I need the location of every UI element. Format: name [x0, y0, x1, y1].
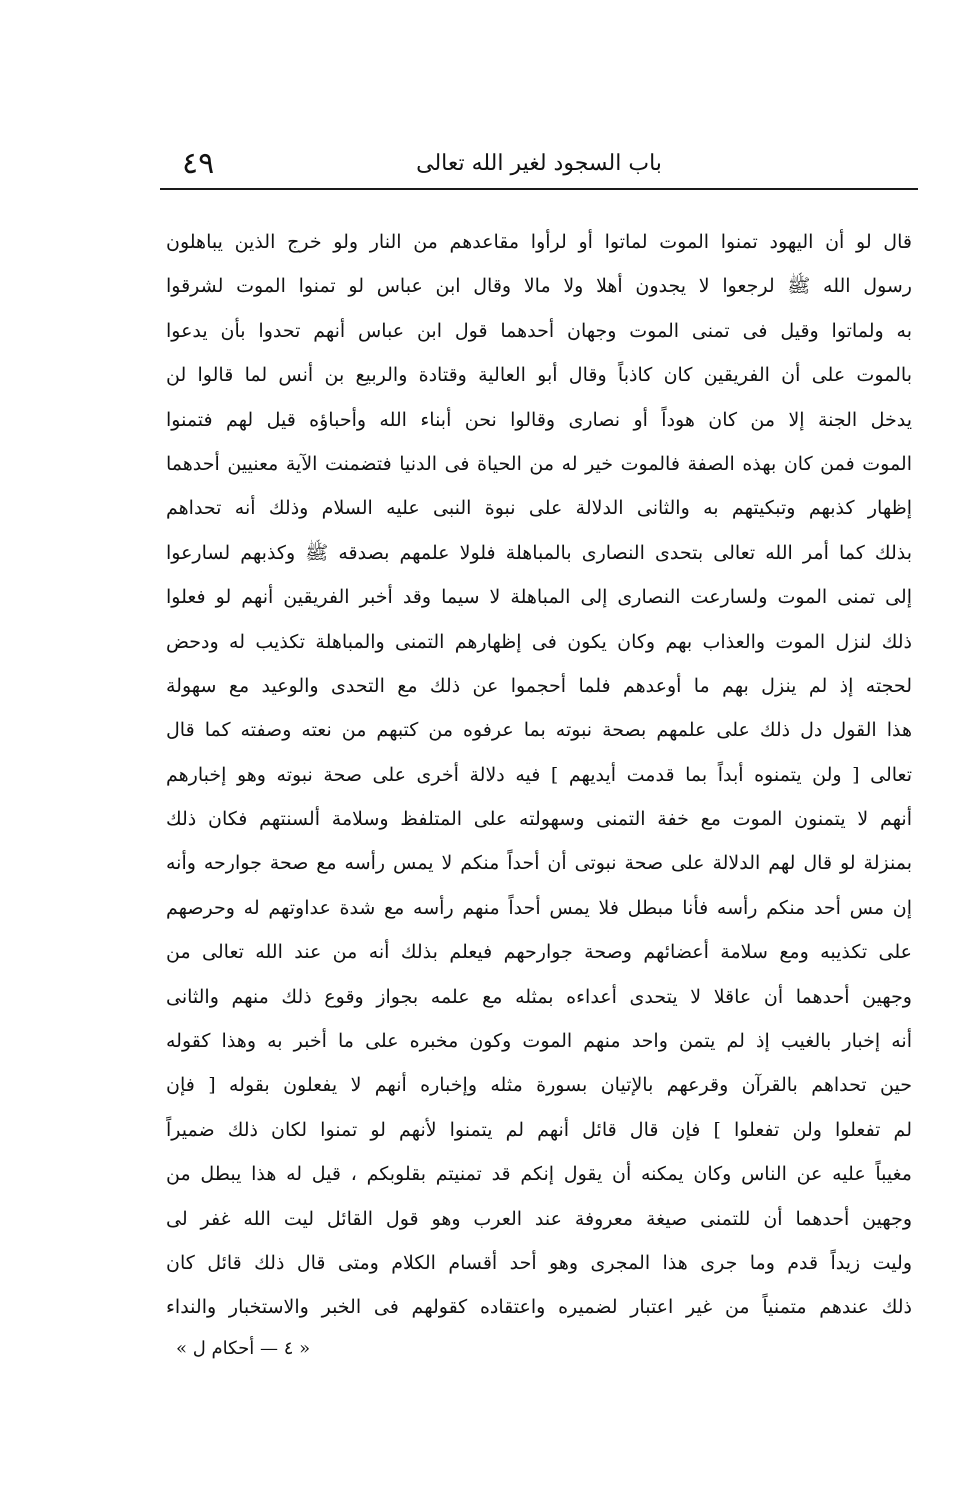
text-line: بمنزلة لو قال لهم الدلالة على صحة نبوتى أن أحداً منكم لا يمس رأسه مع صحة جوارحه وأنه: [166, 852, 912, 875]
signature-mark: « ٤ — أحكام ل »: [176, 1338, 311, 1359]
text-line: لم تفعلوا ولن تفعلوا ] فإن قال قائل أنهم لم يتمنوا لأنهم لو تمنوا لكان ذلك ضميراً: [166, 1118, 912, 1141]
running-title: باب السجود لغير الله تعالى: [416, 151, 662, 176]
text-line: أنه إخبار بالغيب إذ لم يتمن واحد منهم الموت وكون مخبره على ما أخبر به وهذا كقوله: [166, 1030, 912, 1053]
text-line: إلى تمنى الموت ولسارعت النصارى إلى المباهلة لا سيما وقد أخبر الفريقين أنهم لو فعلوا: [166, 586, 912, 609]
text-line: إن مس أحد منكم رأسه فأنا مبطل فلا يمس أحداً منهم رأسه مع شدة عداوتهم له وحرصهم: [166, 896, 912, 919]
text-line: يدخل الجنة إلا من كان هوداً أو نصارى وقالوا نحن أبناء الله وأحباؤه قيل لهم فتمنوا: [166, 408, 912, 431]
text-line: وجهين أحدهما أن عاقلا لا يتحدى أعداءه بمثله مع علمه بجواز وقوع ذلك منهم والثانى: [166, 985, 912, 1008]
text-line: ذلك لنزل الموت والعذاب بهم وكان يكون فى إظهارهم التمنى والمباهلة تكذيب له ودحض: [166, 630, 912, 653]
text-line: رسول الله ﷺ لرجعوا لا يجدون أهلا ولا مالا وقال ابن عباس لو تمنوا الموت لشرقوا: [166, 275, 912, 298]
text-line: وليت زيداً قدم وما جرى هذا المجرى وهو أحد أقسام الكلام ومتى قال ذلك قائل كان: [166, 1251, 912, 1274]
text-line: به ولماتوا وقيل فى تمنى الموت وجهان أحدهما قول ابن عباس أنهم تحدوا بأن يدعوا: [166, 319, 912, 342]
text-line: مغيباً عليه عن الناس وكان يمكنه أن يقول إنكم قد تمنيتم بقلوبكم ، قيل له هذا يبطل من: [166, 1163, 912, 1186]
text-line: ذلك عندهم متمنياً من غير اعتبار لضميره واعتقاده كقولهم فى الخبر والاستخبار والنداء: [166, 1296, 912, 1319]
text-line: أنهم لا يتمنون الموت مع خفة التمنى وسهولته على المتلفظ وسلامة ألسنتهم فكان ذلك: [166, 808, 912, 831]
text-line: وجهين أحدهما أن للتمنى صيغة معروفة عند العرب وهو قول القائل ليت الله غفر لى: [166, 1207, 912, 1230]
text-line: بذلك كما أمر الله تعالى بتحدى النصارى بالمباهلة فلولا علمهم بصدقه ﷺ وكذبهم لسارعوا: [166, 541, 912, 564]
text-line: الموت فمن كان بهذه الصفة فالموت خير له من الحياة فى الدنيا فتضمنت الآية معنيين أحدهما: [166, 452, 912, 475]
body-text: [166, 220, 912, 1330]
text-line: إظهار كذبهم وتبكيتهم به والثانى الدلالة على نبوة النبى عليه السلام وذلك أنه تحداهم: [166, 497, 912, 520]
header-rule: [160, 188, 918, 190]
page-number: ٤٩: [182, 146, 215, 181]
text-line: قال لو أن اليهود تمنوا الموت لماتوا أو لرأوا مقاعدهم من النار ولو خرج الذين يباهلون: [166, 231, 912, 253]
text-line: بالموت على أن الفريقين كان كاذباً وقال أبو العالية وقتادة والربيع بن أنس لما قالوا لن: [166, 364, 912, 387]
page-header: [160, 140, 918, 186]
text-line: على تكذيبه ومع سلامة أعضائهم وصحة جوارحهم فيعلم بذلك أنه من عند الله تعالى من: [166, 941, 912, 964]
text-line: لحجته إذ لم ينزل بهم ما أوعدهم فلما أحجموا عن ذلك مع التحدى والوعيد مع سهولة: [166, 674, 912, 697]
text-line: حين تحداهم بالقرآن وقرعهم بالإتيان بسورة مثله وإخباره أنهم لا يفعلون بقوله [ فإن: [166, 1074, 912, 1097]
text-line: هذا القول دل ذلك على علمهم بصحة نبوته بما عرفوه من كتبهم من نعته وصفته كما قال: [166, 719, 912, 742]
text-line: تعالى [ ولن يتمنوه أبداً بما قدمت أيديهم ] فيه دلالة أخرى على صحة نبوته وهو إخبارهم: [166, 763, 912, 786]
